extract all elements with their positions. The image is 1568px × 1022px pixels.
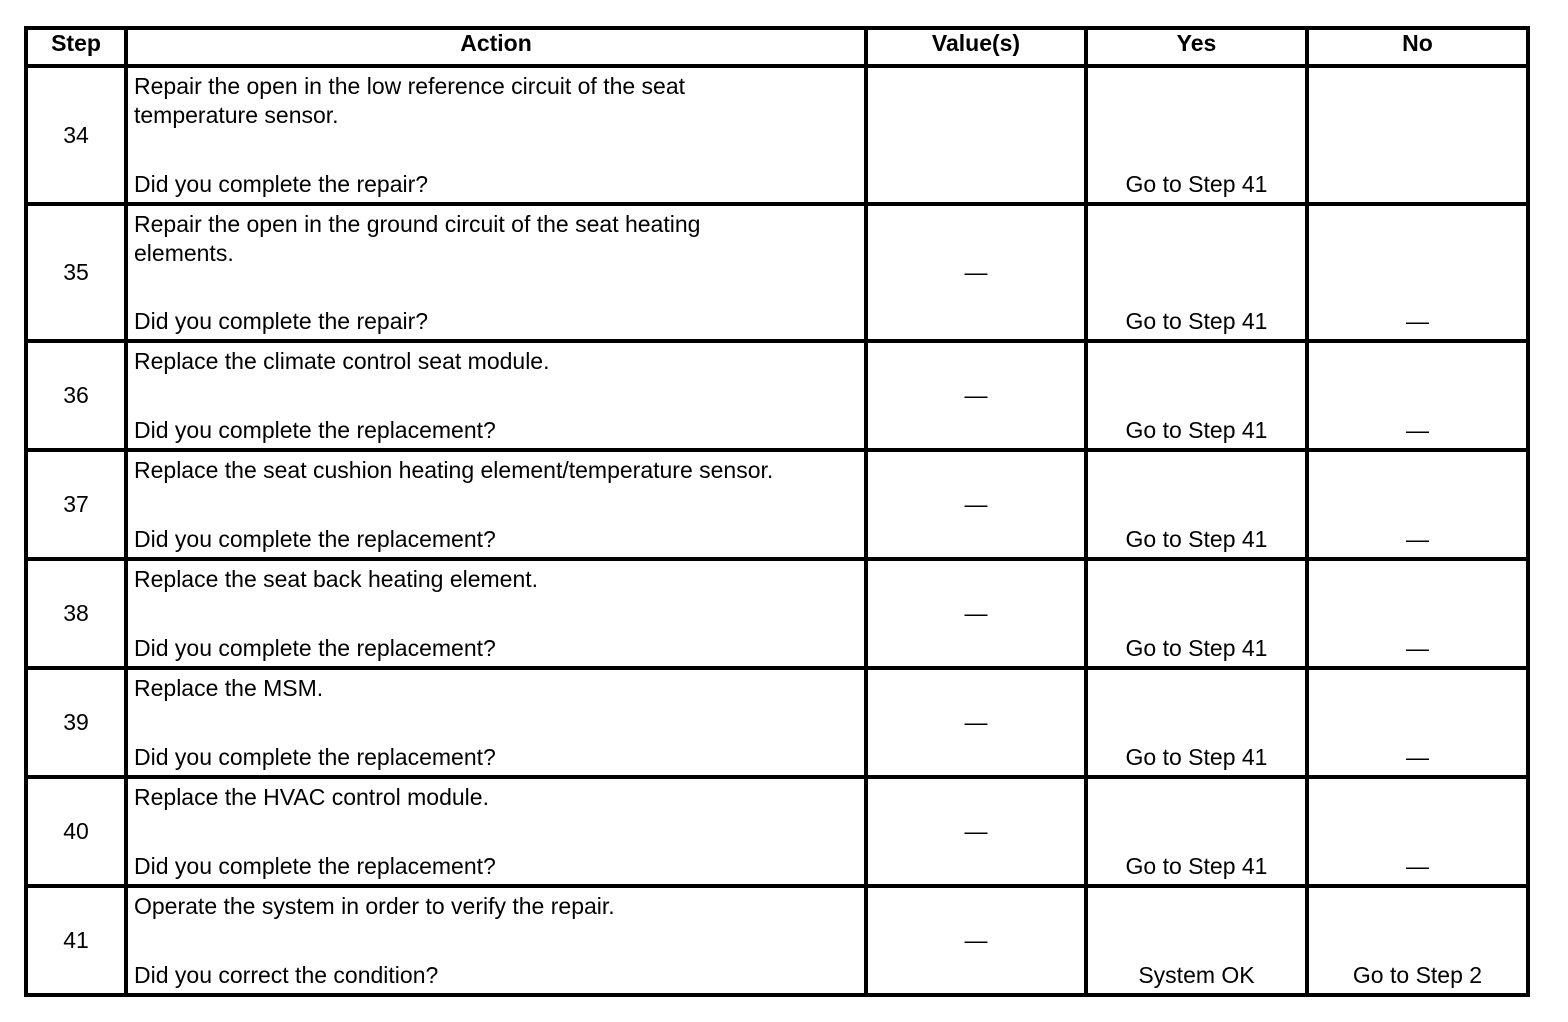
action-text: Replace the HVAC control module.	[134, 784, 489, 810]
header-values: Value(s)	[866, 28, 1086, 66]
yes-text: Go to Step 41	[1125, 171, 1268, 197]
yes-text: Go to Step 41	[1125, 526, 1268, 552]
no-text: Go to Step 2	[1352, 962, 1483, 988]
action-question: Did you complete the repair?	[134, 171, 429, 197]
action-question: Did you complete the replacement?	[134, 853, 496, 879]
value-cell: —	[866, 777, 1086, 886]
header-action: Action	[126, 28, 866, 66]
action-cell	[126, 668, 866, 777]
action-cell	[126, 886, 866, 995]
yes-cell	[1086, 341, 1307, 450]
action-question: Did you correct the condition?	[134, 962, 439, 988]
action-question: Did you complete the repair?	[134, 308, 429, 334]
step-number: 39	[26, 668, 126, 777]
yes-cell	[1086, 559, 1307, 668]
value-cell: —	[866, 559, 1086, 668]
table-row	[26, 450, 1528, 559]
action-cell	[126, 450, 866, 559]
value-cell	[866, 66, 1086, 204]
step-number: 41	[26, 886, 126, 995]
table-row	[26, 559, 1528, 668]
action-text: Replace the seat back heating element.	[134, 566, 539, 592]
no-cell	[1307, 777, 1528, 886]
action-question: Did you complete the replacement?	[134, 744, 496, 770]
action-cell	[126, 341, 866, 450]
step-number: 36	[26, 341, 126, 450]
yes-cell	[1086, 886, 1307, 995]
no-text: —	[1406, 526, 1429, 552]
yes-text: Go to Step 41	[1125, 853, 1268, 879]
action-cell	[126, 559, 866, 668]
diagnostic-table	[24, 26, 1530, 997]
value-cell: —	[866, 450, 1086, 559]
value-cell: —	[866, 886, 1086, 995]
action-question: Did you complete the replacement?	[134, 417, 496, 443]
table-row	[26, 204, 1528, 341]
table-row	[26, 777, 1528, 886]
action-text: Replace the MSM.	[134, 675, 324, 701]
yes-cell	[1086, 66, 1307, 204]
header-yes: Yes	[1086, 28, 1307, 66]
action-question: Did you complete the replacement?	[134, 635, 496, 661]
yes-text: Go to Step 41	[1125, 308, 1268, 334]
no-text: —	[1406, 417, 1429, 443]
action-cell	[126, 66, 866, 204]
value-cell: —	[866, 668, 1086, 777]
table-row	[26, 668, 1528, 777]
no-cell	[1307, 668, 1528, 777]
yes-cell	[1086, 777, 1307, 886]
value-cell: —	[866, 341, 1086, 450]
table-row	[26, 886, 1528, 995]
yes-text: System OK	[1138, 962, 1255, 988]
yes-text: Go to Step 41	[1125, 635, 1268, 661]
no-text: —	[1406, 308, 1429, 334]
yes-cell	[1086, 668, 1307, 777]
no-cell	[1307, 450, 1528, 559]
yes-cell	[1086, 204, 1307, 341]
action-cell	[126, 204, 866, 341]
header-row	[26, 28, 1528, 66]
action-text: Replace the climate control seat module.	[134, 348, 550, 374]
action-text: Replace the seat cushion heating element/temperature sensor.	[134, 457, 774, 483]
header-step: Step	[26, 28, 126, 66]
step-number: 34	[26, 66, 126, 204]
step-number: 35	[26, 204, 126, 341]
action-text: Repair the open in the ground circuit of the seat heating elements.	[134, 211, 701, 266]
table-row	[26, 341, 1528, 450]
no-cell	[1307, 886, 1528, 995]
action-cell	[126, 777, 866, 886]
action-text: Repair the open in the low reference circuit of the seat temperature sensor.	[134, 73, 686, 128]
no-cell	[1307, 559, 1528, 668]
yes-cell	[1086, 450, 1307, 559]
table-row	[26, 66, 1528, 204]
step-number: 38	[26, 559, 126, 668]
no-text: —	[1406, 853, 1429, 879]
step-number: 37	[26, 450, 126, 559]
no-cell	[1307, 204, 1528, 341]
value-cell: —	[866, 204, 1086, 341]
action-question: Did you complete the replacement?	[134, 526, 496, 552]
action-text: Operate the system in order to verify the repair.	[134, 893, 615, 919]
step-number: 40	[26, 777, 126, 886]
no-text: —	[1406, 635, 1429, 661]
no-cell	[1307, 341, 1528, 450]
yes-text: Go to Step 41	[1125, 417, 1268, 443]
no-text: —	[1406, 744, 1429, 770]
header-no: No	[1307, 28, 1528, 66]
yes-text: Go to Step 41	[1125, 744, 1268, 770]
no-cell	[1307, 66, 1528, 204]
